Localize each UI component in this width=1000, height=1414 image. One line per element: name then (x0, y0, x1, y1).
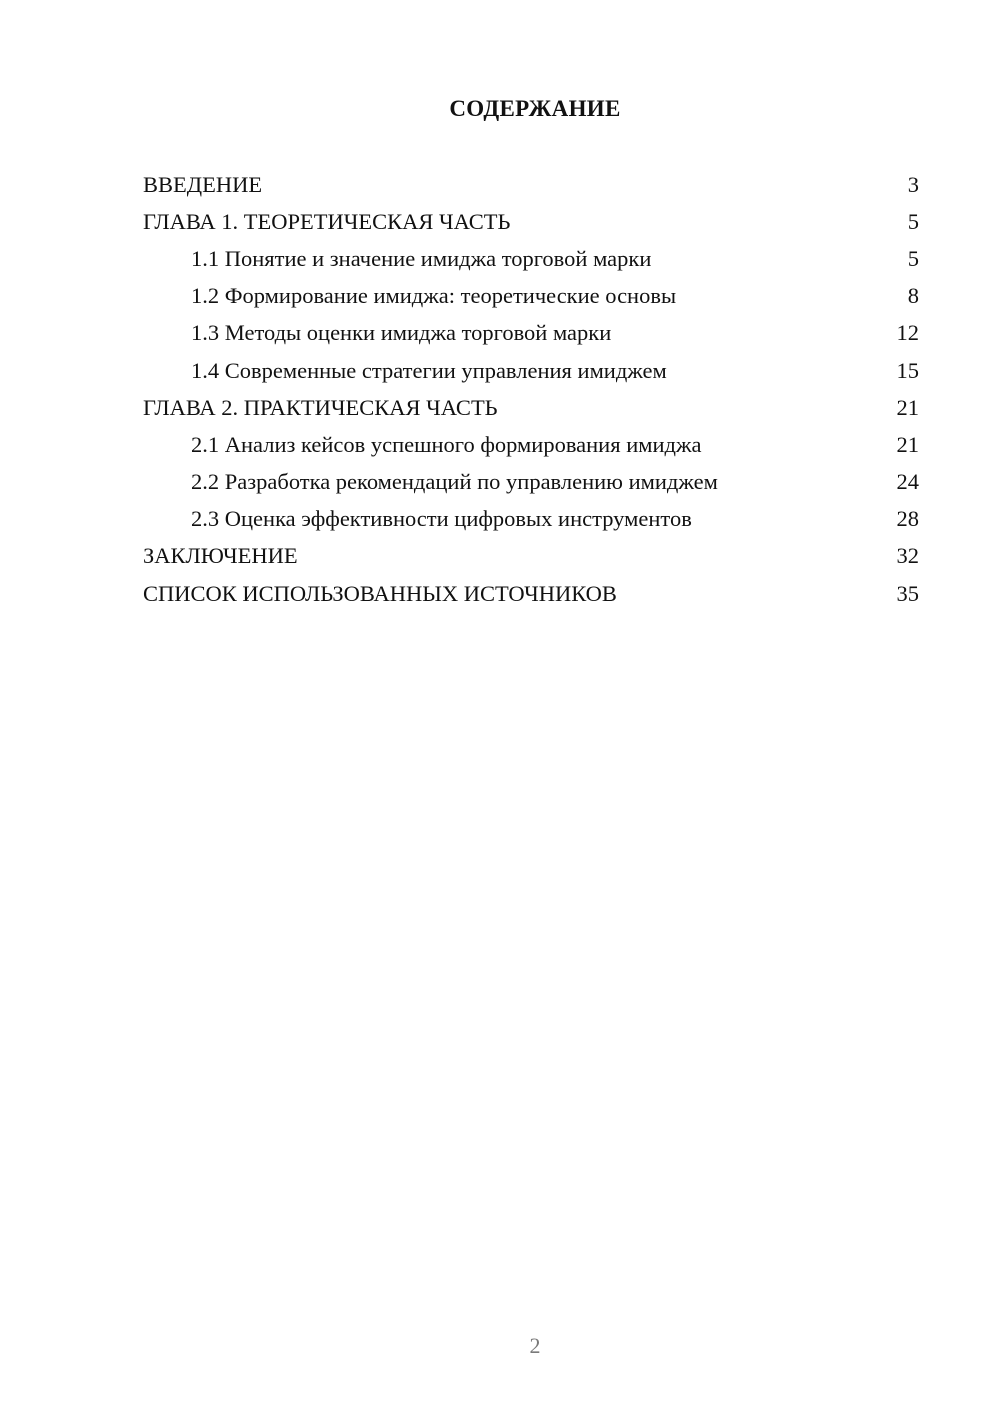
toc-entry-label: ЗАКЛЮЧЕНИЕ (143, 543, 298, 569)
toc-entry-references[interactable] (143, 575, 919, 612)
toc-entry-page: 21 (896, 394, 919, 420)
toc-entry-chapter-1[interactable] (143, 203, 919, 240)
toc-entry-page: 5 (907, 208, 919, 234)
page-number: 2 (529, 1333, 541, 1358)
toc-entry-label: ВВЕДЕНИЕ (143, 171, 263, 197)
toc-entry-page: 8 (907, 283, 919, 309)
toc-entry-page: 28 (896, 506, 919, 532)
toc-entry-section-2-2[interactable] (143, 464, 919, 501)
toc-entry-section-2-1[interactable] (143, 426, 919, 463)
toc-entry-section-1-3[interactable] (143, 315, 919, 352)
toc-entry-page: 32 (896, 543, 919, 569)
toc-entry-label: ГЛАВА 1. ТЕОРЕТИЧЕСКАЯ ЧАСТЬ (143, 208, 511, 234)
toc-heading: СОДЕРЖАНИЕ (449, 96, 621, 121)
toc-entry-section-2-3[interactable] (143, 501, 919, 538)
table-of-contents (143, 166, 919, 612)
toc-entry-introduction[interactable] (143, 166, 919, 203)
toc-entry-section-1-2[interactable] (143, 278, 919, 315)
toc-entry-section-1-1[interactable] (143, 240, 919, 277)
toc-entry-label: 1.2 Формирование имиджа: теоретические основы (191, 283, 677, 309)
toc-entry-label: 1.1 Понятие и значение имиджа торговой марки (191, 245, 652, 271)
toc-entry-page: 3 (907, 171, 919, 197)
toc-entry-label: 2.1 Анализ кейсов успешного формирования имиджа (191, 431, 702, 457)
toc-entry-page: 12 (896, 320, 919, 346)
toc-entry-chapter-2[interactable] (143, 389, 919, 426)
toc-entry-label: 1.4 Современные стратегии управления имиджем (191, 357, 667, 383)
toc-entry-label: 1.3 Методы оценки имиджа торговой марки (191, 320, 612, 346)
toc-entry-label: 2.2 Разработка рекомендаций по управлению имиджем (191, 469, 718, 495)
toc-entry-label: 2.3 Оценка эффективности цифровых инструментов (191, 506, 692, 532)
toc-entry-page: 5 (907, 245, 919, 271)
toc-entry-label: ГЛАВА 2. ПРАКТИЧЕСКАЯ ЧАСТЬ (143, 394, 498, 420)
toc-entry-label: СПИСОК ИСПОЛЬЗОВАННЫХ ИСТОЧНИКОВ (143, 580, 617, 606)
toc-entry-conclusion[interactable] (143, 538, 919, 575)
toc-entry-page: 35 (896, 580, 919, 606)
toc-entry-page: 24 (896, 469, 919, 495)
toc-entry-page: 21 (896, 431, 919, 457)
toc-entry-section-1-4[interactable] (143, 352, 919, 389)
toc-entry-page: 15 (896, 357, 919, 383)
